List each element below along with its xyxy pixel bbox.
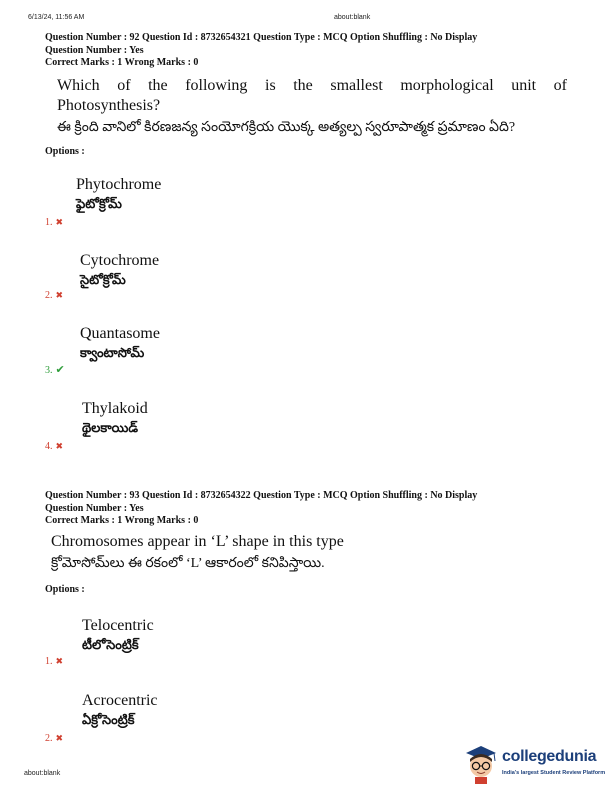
student-mascot-icon (462, 744, 500, 784)
print-timestamp: 6/13/24, 11:56 AM (28, 14, 85, 21)
options-label: Options : (45, 583, 85, 595)
option-number: 2. ✖ (45, 290, 64, 301)
option-3 (80, 324, 160, 362)
wrong-icon: ✖ (55, 290, 64, 300)
option-number: 3. ✔ (45, 364, 65, 376)
question-text-telugu: ఈ క్రింది వానిలో కిరణజన్య సంయోగక్రియ యొక్క అత్యల్ప స్వరూపాత్మక ప్రమాణం ఏది? (57, 119, 516, 135)
logo-tagline: India's largest Student Review Platform (502, 770, 606, 776)
print-page-title: about:blank (334, 14, 371, 21)
wrong-icon: ✖ (55, 441, 64, 451)
question-meta-line: Question Number : Yes (45, 44, 144, 56)
option-4 (82, 399, 148, 437)
print-footer-url: about:blank (24, 770, 61, 777)
question-meta-line: Question Number : Yes (45, 502, 144, 514)
option-text-telugu: క్వాంటాసోమ్ (80, 345, 145, 360)
wrong-icon: ✖ (55, 656, 64, 666)
option-1 (76, 175, 161, 213)
option-1 (82, 616, 154, 654)
option-text-english: Acrocentric (82, 692, 158, 709)
option-text-english: Telocentric (82, 617, 154, 634)
option-number: 1. ✖ (45, 217, 64, 228)
question-marks-line: Correct Marks : 1 Wrong Marks : 0 (45, 57, 199, 68)
option-text-english: Quantasome (80, 325, 160, 342)
question-text-english: Chromosomes appear in ‘L’ shape in this type (51, 532, 344, 550)
option-number: 4. ✖ (45, 441, 64, 452)
question-text-telugu: క్రోమోసోమ్‌లు ఈ రకంలో ‘L’ ఆకారంలో కనిపిస్తాయి. (51, 555, 325, 571)
collegedunia-logo (462, 744, 612, 784)
logo-wordmark: collegedunia (502, 748, 597, 765)
options-label: Options : (45, 145, 85, 157)
option-text-telugu: ఏక్రోసెంట్రిక్ (82, 712, 135, 727)
question-text-english: Which of the following is the smallest morphological unit of Photosynthesis? (57, 76, 567, 114)
question-block-92 (45, 32, 585, 157)
question-marks-line: Correct Marks : 1 Wrong Marks : 0 (45, 515, 199, 526)
option-text-telugu: టీలోసెంట్రిక్ (82, 637, 139, 652)
option-text-telugu: థైలకాయిడ్ (82, 420, 139, 435)
option-text-english: Cytochrome (80, 252, 160, 269)
correct-check-icon: ✔ (55, 364, 65, 376)
question-meta-line: Question Number : 93 Question Id : 8732654322 Question Type : MCQ Option Shuffling : No Display (45, 490, 478, 501)
option-text-english: Phytochrome (76, 176, 162, 193)
option-text-telugu: ఫైటోక్రోమ్ (76, 196, 122, 211)
option-text-telugu: సైటోక్రోమ్ (80, 272, 126, 287)
wrong-icon: ✖ (55, 733, 64, 743)
wrong-icon: ✖ (55, 217, 64, 227)
question-block-93 (45, 490, 585, 595)
option-text-english: Thylakoid (82, 400, 148, 417)
option-number: 2. ✖ (45, 733, 64, 744)
option-number: 1. ✖ (45, 656, 64, 667)
option-2 (80, 251, 159, 289)
option-2 (82, 691, 158, 729)
question-meta-line: Question Number : 92 Question Id : 8732654321 Question Type : MCQ Option Shuffling : No Display (45, 32, 478, 43)
